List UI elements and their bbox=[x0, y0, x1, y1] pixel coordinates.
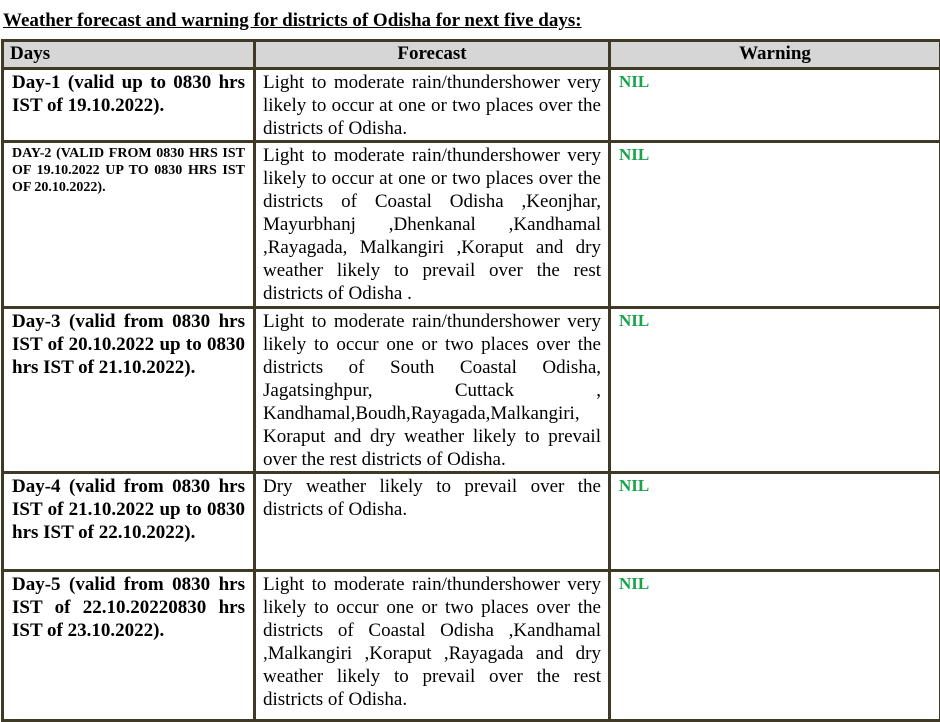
forecast-cell: Light to moderate rain/thundershower very likely to occur one or two places over the districts of Coastal Odisha ,Kandhamal ,Malkangiri ,Koraput ,Rayagada and dry weather likely to prevail over the rest districts of Odisha. bbox=[255, 571, 610, 721]
header-forecast: Forecast bbox=[255, 41, 610, 69]
day-cell: DAY-2 (VALID FROM 0830 HRS IST OF 19.10.2022 UP TO 0830 HRS IST OF 20.10.2022). bbox=[3, 142, 255, 308]
header-days: Days bbox=[3, 41, 255, 69]
forecast-cell: Light to moderate rain/thundershower very likely to occur at one or two places over the districts of Odisha. bbox=[255, 69, 610, 142]
forecast-cell: Light to moderate rain/thundershower very likely to occur one or two places over the districts of South Coastal Odisha, Jagatsinghpur, Cuttack , Kandhamal,Boudh,Rayagada,Malkangiri, Koraput and dry weather likely to prevail over the rest districts of Odisha. bbox=[255, 308, 610, 473]
table-row bbox=[3, 571, 940, 721]
warning-cell: NIL bbox=[610, 473, 940, 571]
forecast-table bbox=[1, 39, 940, 722]
warning-cell: NIL bbox=[610, 142, 940, 308]
page-title: Weather forecast and warning for districts of Odisha for next five days: bbox=[3, 10, 582, 32]
warning-cell: NIL bbox=[610, 69, 940, 142]
day-cell: Day-1 (valid up to 0830 hrs IST of 19.10.2022). bbox=[3, 69, 255, 142]
table-row bbox=[3, 142, 940, 308]
forecast-cell: Dry weather likely to prevail over the districts of Odisha. bbox=[255, 473, 610, 571]
day-cell: Day-5 (valid from 0830 hrs IST of 22.10.20220830 hrs IST of 23.10.2022). bbox=[3, 571, 255, 721]
table-row bbox=[3, 473, 940, 571]
table-header-row bbox=[3, 41, 940, 69]
warning-cell: NIL bbox=[610, 308, 940, 473]
warning-cell: NIL bbox=[610, 571, 940, 721]
forecast-cell: Light to moderate rain/thundershower very likely to occur at one or two places over the districts of Coastal Odisha ,Keonjhar, Mayurbhanj ,Dhenkanal ,Kandhamal ,Rayagada, Malkangiri ,Koraput and dry weather likely to prevail over the rest districts of Odisha . bbox=[255, 142, 610, 308]
day-cell: Day-3 (valid from 0830 hrs IST of 20.10.2022 up to 0830 hrs IST of 21.10.2022). bbox=[3, 308, 255, 473]
day-cell: Day-4 (valid from 0830 hrs IST of 21.10.2022 up to 0830 hrs IST of 22.10.2022). bbox=[3, 473, 255, 571]
table-row bbox=[3, 308, 940, 473]
header-warning: Warning bbox=[610, 41, 940, 69]
table-row bbox=[3, 69, 940, 142]
